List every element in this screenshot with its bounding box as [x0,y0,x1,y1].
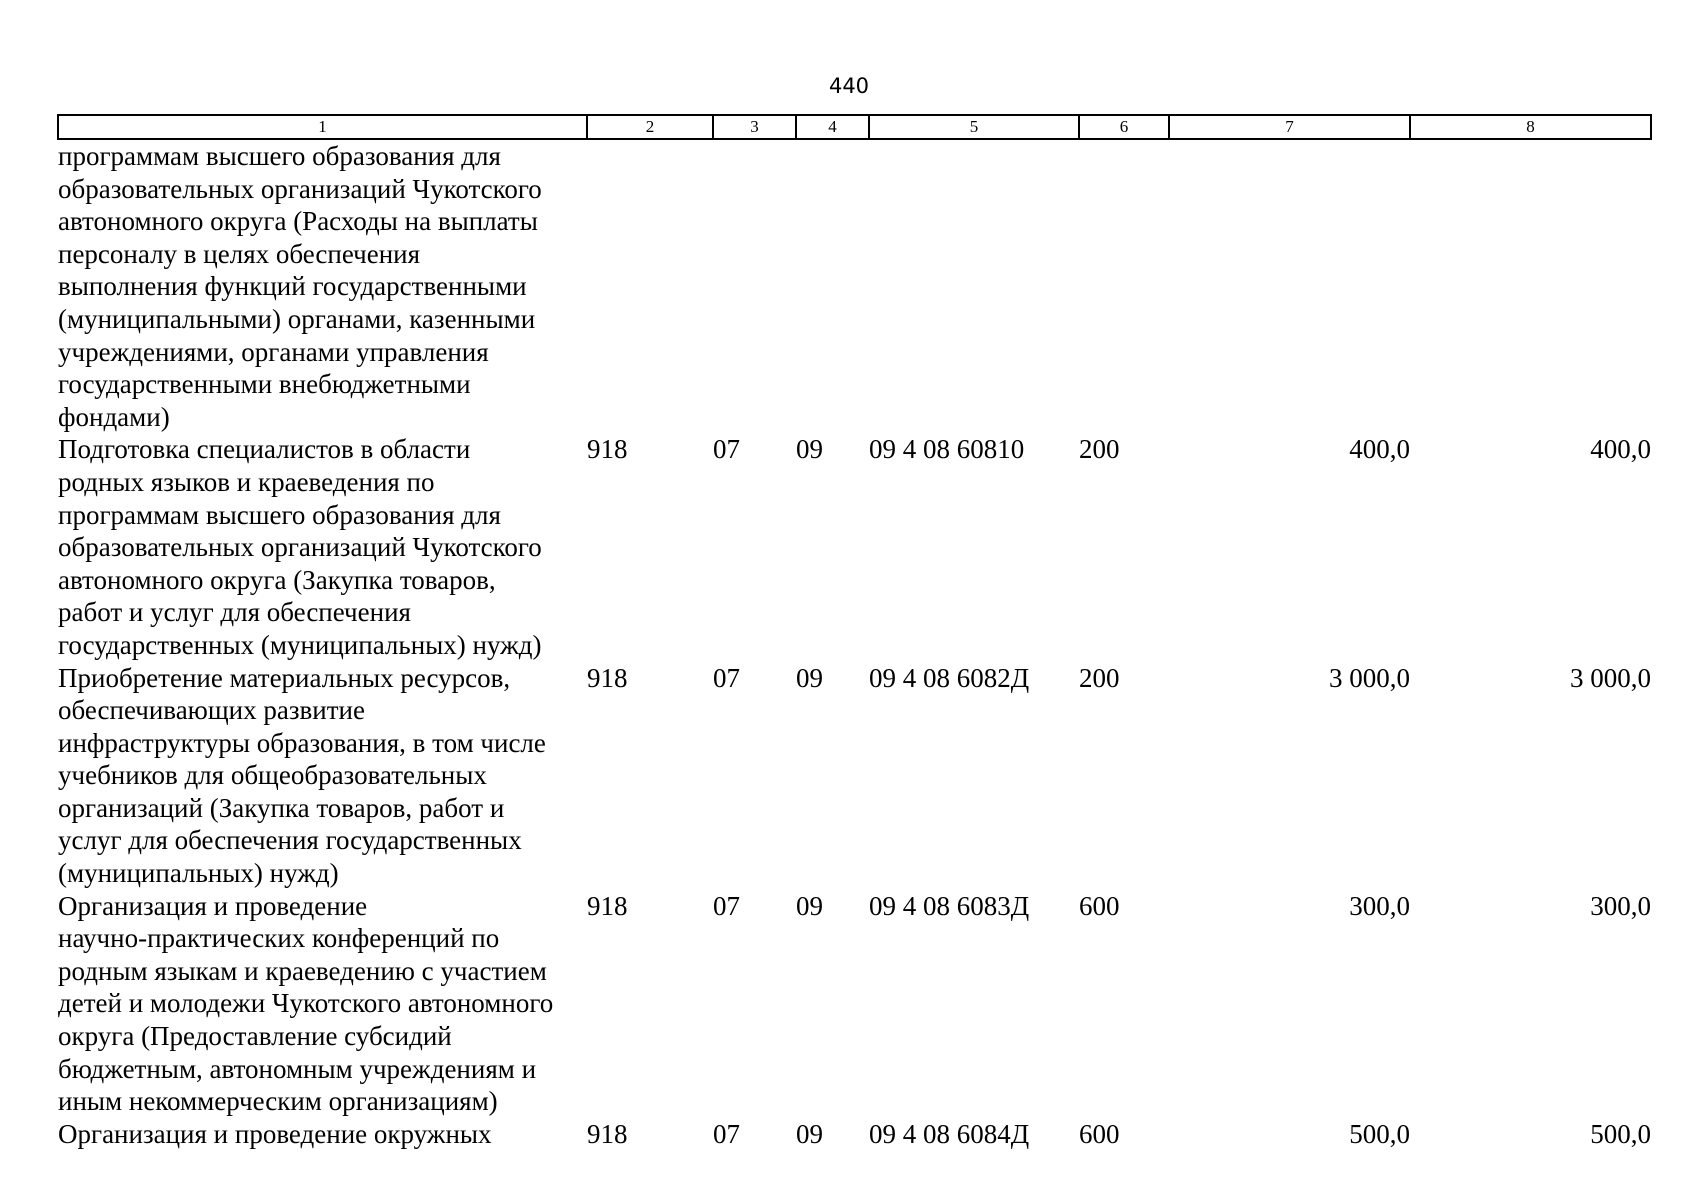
ministry-code: 918 [587,662,628,693]
table-row [58,433,1651,661]
description-line: детей и молодежи Чукотского автономного [58,988,554,1019]
description-line: иным некоммерческим организациям) [58,1086,498,1117]
amount-col-8: 3 000,0 [1570,662,1651,693]
expense-type-code: 200 [1079,662,1120,693]
description-line: учебников для общеобразовательных [58,760,487,791]
amount-col-7: 500,0 [1349,1118,1410,1149]
description-line: государственных (муниципальных) нужд) [58,629,542,660]
ministry-code: 918 [587,890,628,921]
amount-col-8: 500,0 [1590,1118,1651,1149]
amount-col-7: 400,0 [1349,434,1410,465]
expense-type-code: 200 [1079,434,1120,465]
description-line: бюджетным, автономным учреждениям и [58,1053,537,1084]
subsection-code: 09 [796,434,823,465]
target-article-code: 09 4 08 60810 [869,434,1025,465]
amount-col-8 [1410,139,1651,433]
column-header-5: 5 [869,115,1079,139]
row-description [58,890,587,1118]
column-header-3: 3 [713,115,796,139]
description-line: учреждениями, органами управления [58,336,489,367]
description-line: образовательных организаций Чукотского [58,173,542,204]
column-header-7: 7 [1169,115,1410,139]
column-header-4: 4 [796,115,869,139]
description-line: (муниципальными) органами, казенными [58,303,536,334]
column-header-6: 6 [1079,115,1169,139]
description-line: Организация и проведение окружных [58,1118,492,1149]
description-line: родных языков и краеведения по [58,466,435,497]
subsection-code: 09 [796,890,823,921]
description-line: работ и услуг для обеспечения [58,597,411,628]
expense-type-code [1079,139,1169,433]
section-code: 07 [713,890,740,921]
subsection-code [796,139,869,433]
table-row [58,890,1651,1118]
description-line: автономного округа (Закупка товаров, [58,564,496,595]
description-line: программам высшего образования для [58,141,501,171]
description-line: научно-практических конференций по [58,923,500,954]
expense-type-code: 600 [1079,890,1120,921]
section-code: 07 [713,662,740,693]
description-line: организаций (Закупка товаров, работ и [58,792,505,823]
description-line: (муниципальных) нужд) [58,858,339,889]
row-description [58,662,587,890]
description-line: округа (Предоставление субсидий [58,1021,452,1052]
target-article-code: 09 4 08 6083Д [869,890,1030,921]
description-line: фондами) [58,401,170,432]
description-line: программам высшего образования для [58,499,501,530]
amount-col-7: 300,0 [1349,890,1410,921]
description-line: Приобретение материальных ресурсов, [58,662,511,693]
target-article-code: 09 4 08 6082Д [869,662,1030,693]
ministry-code [587,139,713,433]
column-header-1: 1 [58,115,587,139]
description-line: услуг для обеспечения государственных [58,825,522,856]
target-article-code: 09 4 08 6084Д [869,1118,1030,1149]
column-number-header-row [58,115,1651,139]
expense-type-code: 600 [1079,1118,1120,1149]
amount-col-7 [1169,139,1410,433]
budget-table [57,114,1652,1150]
row-description [58,1118,587,1151]
target-article-code [869,139,1079,433]
description-line: инфраструктуры образования, в том числе [58,727,546,758]
description-line: автономного округа (Расходы на выплаты [58,206,538,237]
description-line: государственными внебюджетными [58,369,471,400]
description-line: Организация и проведение [58,890,368,921]
page-number: 440 [828,74,870,98]
amount-col-8: 400,0 [1590,434,1651,465]
column-header-2: 2 [587,115,713,139]
ministry-code: 918 [587,1118,628,1149]
description-line: образовательных организаций Чукотского [58,532,542,563]
section-code: 07 [713,434,740,465]
subsection-code: 09 [796,1118,823,1149]
description-line: выполнения функций государственными [58,271,527,302]
section-code [713,139,796,433]
description-line: Подготовка специалистов в области [58,434,471,465]
ministry-code: 918 [587,434,628,465]
section-code: 07 [713,1118,740,1149]
row-description [58,139,587,433]
table-row [58,1118,1651,1151]
table-row [58,662,1651,890]
amount-col-8: 300,0 [1590,890,1651,921]
row-description [58,433,587,661]
table-row [58,139,1651,433]
subsection-code: 09 [796,662,823,693]
description-line: обеспечивающих развитие [58,695,365,726]
description-line: персоналу в целях обеспечения [58,238,421,269]
column-header-8: 8 [1410,115,1651,139]
description-line: родным языкам и краеведению с участием [58,955,547,986]
amount-col-7: 3 000,0 [1329,662,1410,693]
